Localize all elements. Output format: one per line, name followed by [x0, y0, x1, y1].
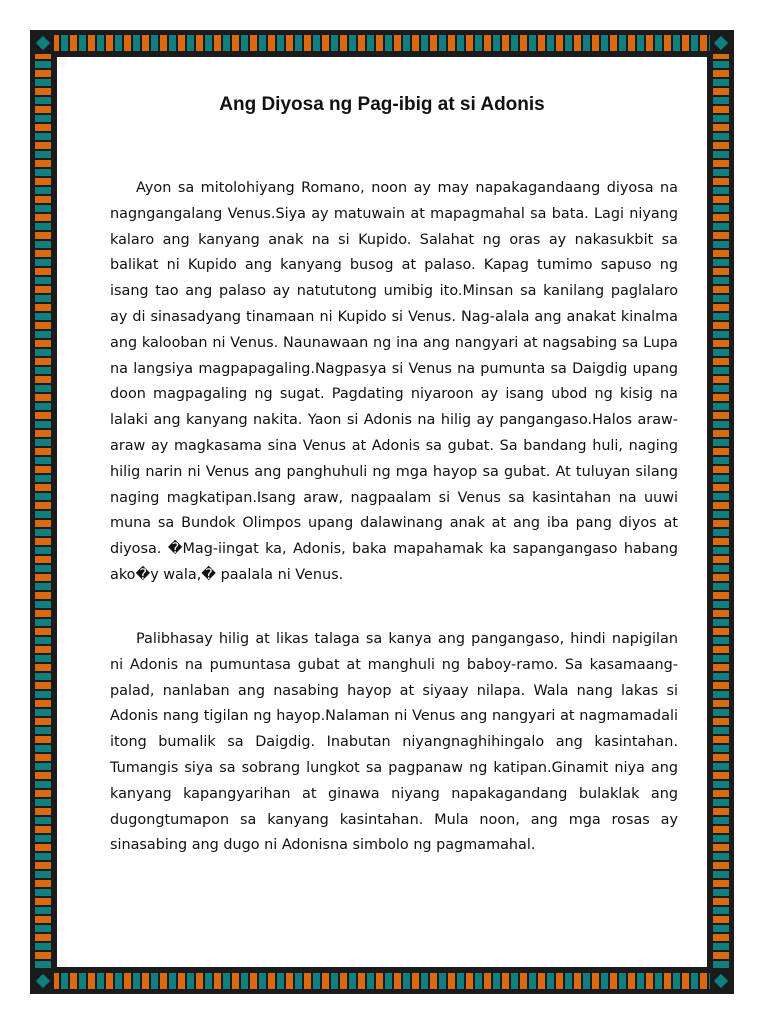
- paragraph-1-text: Ayon sa mitolohiyang Romano, noon ay may napakagandaang diyosa na nagngangalang Venus.Siya ay matuwain at mapagmahal sa bata. Lagi niyang kalaro ang kanyang anak na si Kupido. Salahat ng oras ay nakasukbit sa balikat ni Kupido ang kanyang busog at palaso. Kapag tumimo sapuso ng isang tao ang palaso ay natututong umibig ito.Minsan sa kanilang paglalaro ay di sinasadyang tinamaan ni Kupido si Venus. Nag-alala ang anakat kinalma ang kalooban ni Venus. Naunawaan ng ina ang nangyari at nagsabing sa Lupa na langsiya magpapagaling.Nagpasya si Venus na pumunta sa Daigdig upang doon magpagaling ng sugat. Pagdating niyaroon ay isang ubod ng kisig na lalaki ang kanyang nakita. Yaon si Adonis na hilig ay pangangaso.Halos araw-araw ay magkasama sina Venus at Adonis sa gubat. Sa bandang huli, naging hilig narin ni Venus ang panghuhuli ng mga hayop sa gubat. At tuluyan silang naging magkatipan.Isang araw, nagpaalam si Venus sa kasintahan na uuwi muna sa Bundok Olimpos upang dalawinang anak at ang iba pang diyos at diyosa. �Mag-iingat ka, Adonis, baka mapahamak ka sapangangaso habang ako�y wala,� paalala ni Venus.: [110, 180, 678, 583]
- paragraph-2: [110, 627, 678, 859]
- corner-top-right-ornament: [710, 32, 732, 54]
- border-right: [710, 52, 732, 972]
- paragraph-2-text: Palibhasay hilig at likas talaga sa kanya ang pangangaso, hindi napigilan ni Adonis na pumuntasa gubat at manghuli ng baboy-ramo. Sa kasamaang-palad, nanlaban ang nasabing hayop at siyaay nilapa. Wala nang lakas si Adonis nang tigilan ng hayop.Nalaman ni Venus ang nangyari at nagmamadali itong bumalik sa Daigdig. Inabutan niyangnaghihingalo ang kasintahan. Tumangis siya sa sobrang lungkot sa pagpanaw ng katipan.Ginamit niya ang kanyang kapangyarihan at ginawa niyang napakagandang bulaklak ang dugongtumapon sa kanyang kasintahan. Mula noon, ang mga rosas ay sinasabing ang dugo ni Adonisna simbolo ng pagmamahal.: [110, 631, 678, 854]
- paragraph-1: [110, 176, 678, 589]
- border-top: [52, 32, 712, 54]
- corner-bottom-left-ornament: [32, 970, 54, 992]
- corner-bottom-right-ornament: [710, 970, 732, 992]
- border-bottom: [52, 970, 712, 992]
- border-left: [32, 52, 54, 972]
- document-title: Ang Diyosa ng Pag-ibig at si Adonis: [219, 94, 545, 115]
- corner-top-left-ornament: [32, 32, 54, 54]
